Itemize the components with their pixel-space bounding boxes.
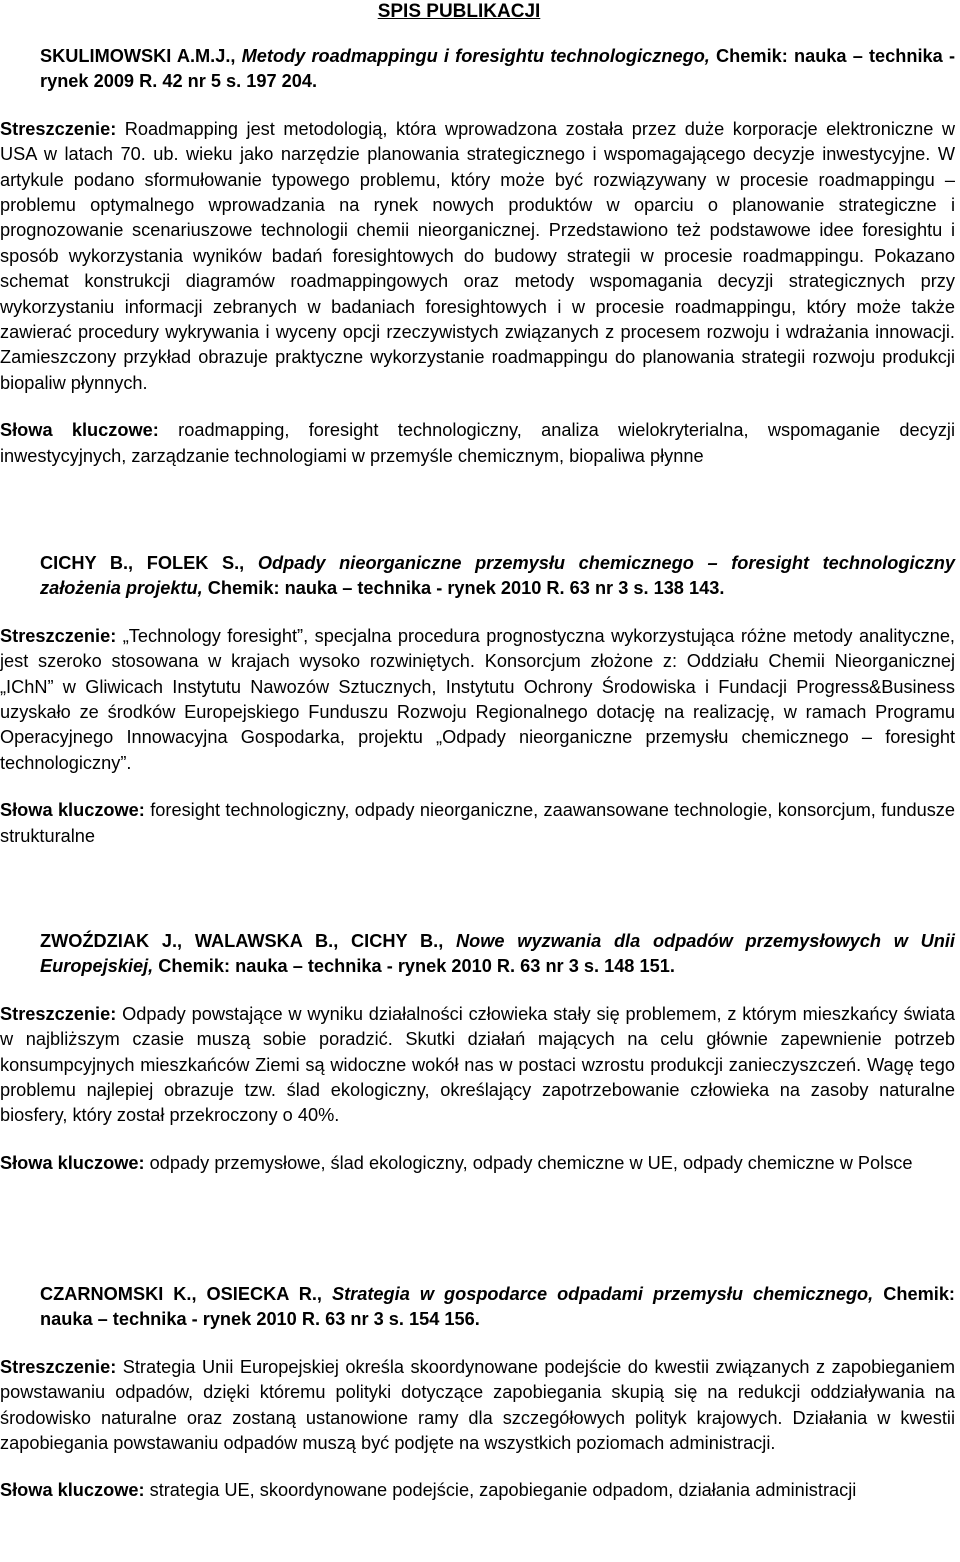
publication-source: Chemik: nauka – technika - rynek 2009 R. 42 nr 5 s. 197 204. xyxy=(40,46,955,92)
publication-number xyxy=(0,1282,40,1307)
publication-source: Chemik: nauka – technika - rynek 2010 R. 63 nr 3 s. 154 156. xyxy=(40,1284,955,1330)
keywords-text: odpady przemysłowe, ślad ekologiczny, odpady chemiczne w UE, odpady chemiczne w Polsce xyxy=(149,1152,913,1173)
publication-2 xyxy=(0,551,955,849)
summary-label: Streszczenie: xyxy=(0,1356,117,1377)
summary-text: „Technology foresight”, specjalna procedura prognostyczna wykorzystująca różne metody analityczne, jest szeroko stosowana w krajach wysoko rozwiniętych. Konsorcjum złożone z: Oddziału Chemii Nieorganicznej „IChN” w Gliwicach Instytutu Nawozów Sztucznych, Instytutu Ochrony Środowiska i Fundacji Progress&Business uzyskało ze środków Europejskiego Funduszu Rozwoju Regionalnego dotację na realizację, w ramach Programu Operacyjnego Innowacyjna Gospodarka, projektu „Odpady nieorganiczne przemysłu chemicznego – foresight technologiczny”. xyxy=(0,625,955,773)
summary-text: Strategia Unii Europejskiej określa skoordynowane podejście do kwestii związanych z zapobieganiem powstawaniu odpadów, dzięki któremu polityki dotyczące zapobiegania skupią się na redukcji oddziaływania na środowisko naturalne oraz zostaną ustanowione ramy dla szczegółowych polityk krajowych. Działania w kwestii zapobiegania powstawaniu odpadów muszą być podjęte na wszystkich poziomach administracji. xyxy=(0,1356,955,1454)
publication-1 xyxy=(0,44,955,469)
publication-heading xyxy=(0,929,955,980)
publication-keywords xyxy=(0,1151,955,1176)
publication-summary xyxy=(0,1355,955,1457)
publication-keywords xyxy=(0,798,955,849)
publication-summary xyxy=(0,624,955,776)
keywords-label: Słowa kluczowe: xyxy=(0,420,159,441)
keywords-label: Słowa kluczowe: xyxy=(0,1152,145,1173)
publication-summary xyxy=(0,1002,955,1129)
keywords-text: foresight technologiczny, odpady nieorganiczne, zaawansowane technologie, konsorcjum, fundusze strukturalne xyxy=(0,800,955,846)
publication-title: Nowe wyzwania dla odpadów przemysłowych w Unii Europejskiej, xyxy=(40,931,955,977)
publication-number xyxy=(0,929,40,954)
summary-text: Odpady powstające w wyniku działalności człowieka stały się problemem, z którym mieszkańcy świata w najbliższym czasie muszą sobie poradzić. Skutki działań mających na celu głównie zapewnienie potrzeb konsumpcyjnych mieszkańców Ziemi są widoczne wokół nas w postaci wzrostu produkcji zanieczyszczeń. Wagę tego problemu najlepiej obrazuje tzw. ślad ekologiczny, określający zapotrzebowanie człowieka na zasoby naturalne biosfery, który został przekroczony o 40%. xyxy=(0,1003,955,1126)
summary-label: Streszczenie: xyxy=(0,1003,117,1024)
document-title: SPIS PUBLIKACJI xyxy=(377,1,541,22)
publication-title: Odpady nieorganiczne przemysłu chemicznego – foresight technologiczny założenia projektu, xyxy=(40,553,955,599)
publication-authors: CZARNOMSKI K., OSIECKA R., xyxy=(40,1284,322,1304)
publication-4 xyxy=(0,1282,955,1504)
keywords-label: Słowa kluczowe: xyxy=(0,800,145,821)
publication-title: Strategia w gospodarce odpadami przemysłu chemicznego, xyxy=(331,1284,874,1304)
publication-summary xyxy=(0,117,955,396)
publication-heading xyxy=(0,44,955,95)
summary-text: Roadmapping jest metodologią, która wprowadzona została przez duże korporacje elektroniczne w USA w latach 70. ub. wieku jako narzędzie planowania strategicznego i wspomagającego decyzje inwestycyjne. W artykule podano sformułowanie typowego problemu, który może być rozwiązywany w procesie roadmappingu – problemu optymalnego wprowadzania na rynek nowych produktów w oparciu o planowanie strategiczne i prognozowanie scenariuszowe technologii chemii nieorganicznej. Przedstawiono też podstawowe idee foresightu i sposób wykorzystania wyników badań foresightowych do budowy strategii w procesie roadmappingu. Pokazano schemat konstrukcji diagramów roadmappingowych oraz metody wspomagania decyzji strategicznych przy wykorzystaniu informacji zebranych w badaniach foresightowych i w procesie roadmappingu, który może także zawierać procedury wykrywania i wyceny opcji rzeczywistych związanych z procesem rozwoju i wdrażania innowacji. Zamieszczony przykład obrazuje praktyczne wykorzystanie roadmappingu do planowania strategii rozwoju produkcji biopaliw płynnych. xyxy=(0,118,955,393)
keywords-text: strategia UE, skoordynowane podejście, zapobieganie odpadom, działania administracji xyxy=(149,1480,857,1501)
keywords-label: Słowa kluczowe: xyxy=(0,1480,145,1501)
publication-source: Chemik: nauka – technika - rynek 2010 R. 63 nr 3 s. 138 143. xyxy=(207,578,725,599)
publication-heading xyxy=(0,1282,955,1333)
publication-3 xyxy=(0,929,955,1176)
publication-keywords xyxy=(0,1478,955,1503)
publication-title: Metody roadmappingu i foresightu technologicznego, xyxy=(241,46,710,66)
publication-authors: ZWOŹDZIAK J., WALAWSKA B., CICHY B., xyxy=(40,931,444,951)
summary-label: Streszczenie: xyxy=(0,625,117,646)
publication-number xyxy=(0,44,40,69)
summary-label: Streszczenie: xyxy=(0,118,117,139)
publication-authors: SKULIMOWSKI A.M.J., xyxy=(40,46,236,66)
publication-source: Chemik: nauka – technika - rynek 2010 R. 63 nr 3 s. 148 151. xyxy=(158,956,675,977)
publication-heading xyxy=(0,551,955,602)
publication-keywords xyxy=(0,418,955,469)
publication-number xyxy=(0,551,40,576)
publication-authors: CICHY B., FOLEK S., xyxy=(40,553,245,573)
keywords-text: roadmapping, foresight technologiczny, analiza wielokryterialna, wspomaganie decyzji inwestycyjnych, zarządzanie technologiami w przemyśle chemicznym, biopaliwa płynne xyxy=(0,420,955,466)
